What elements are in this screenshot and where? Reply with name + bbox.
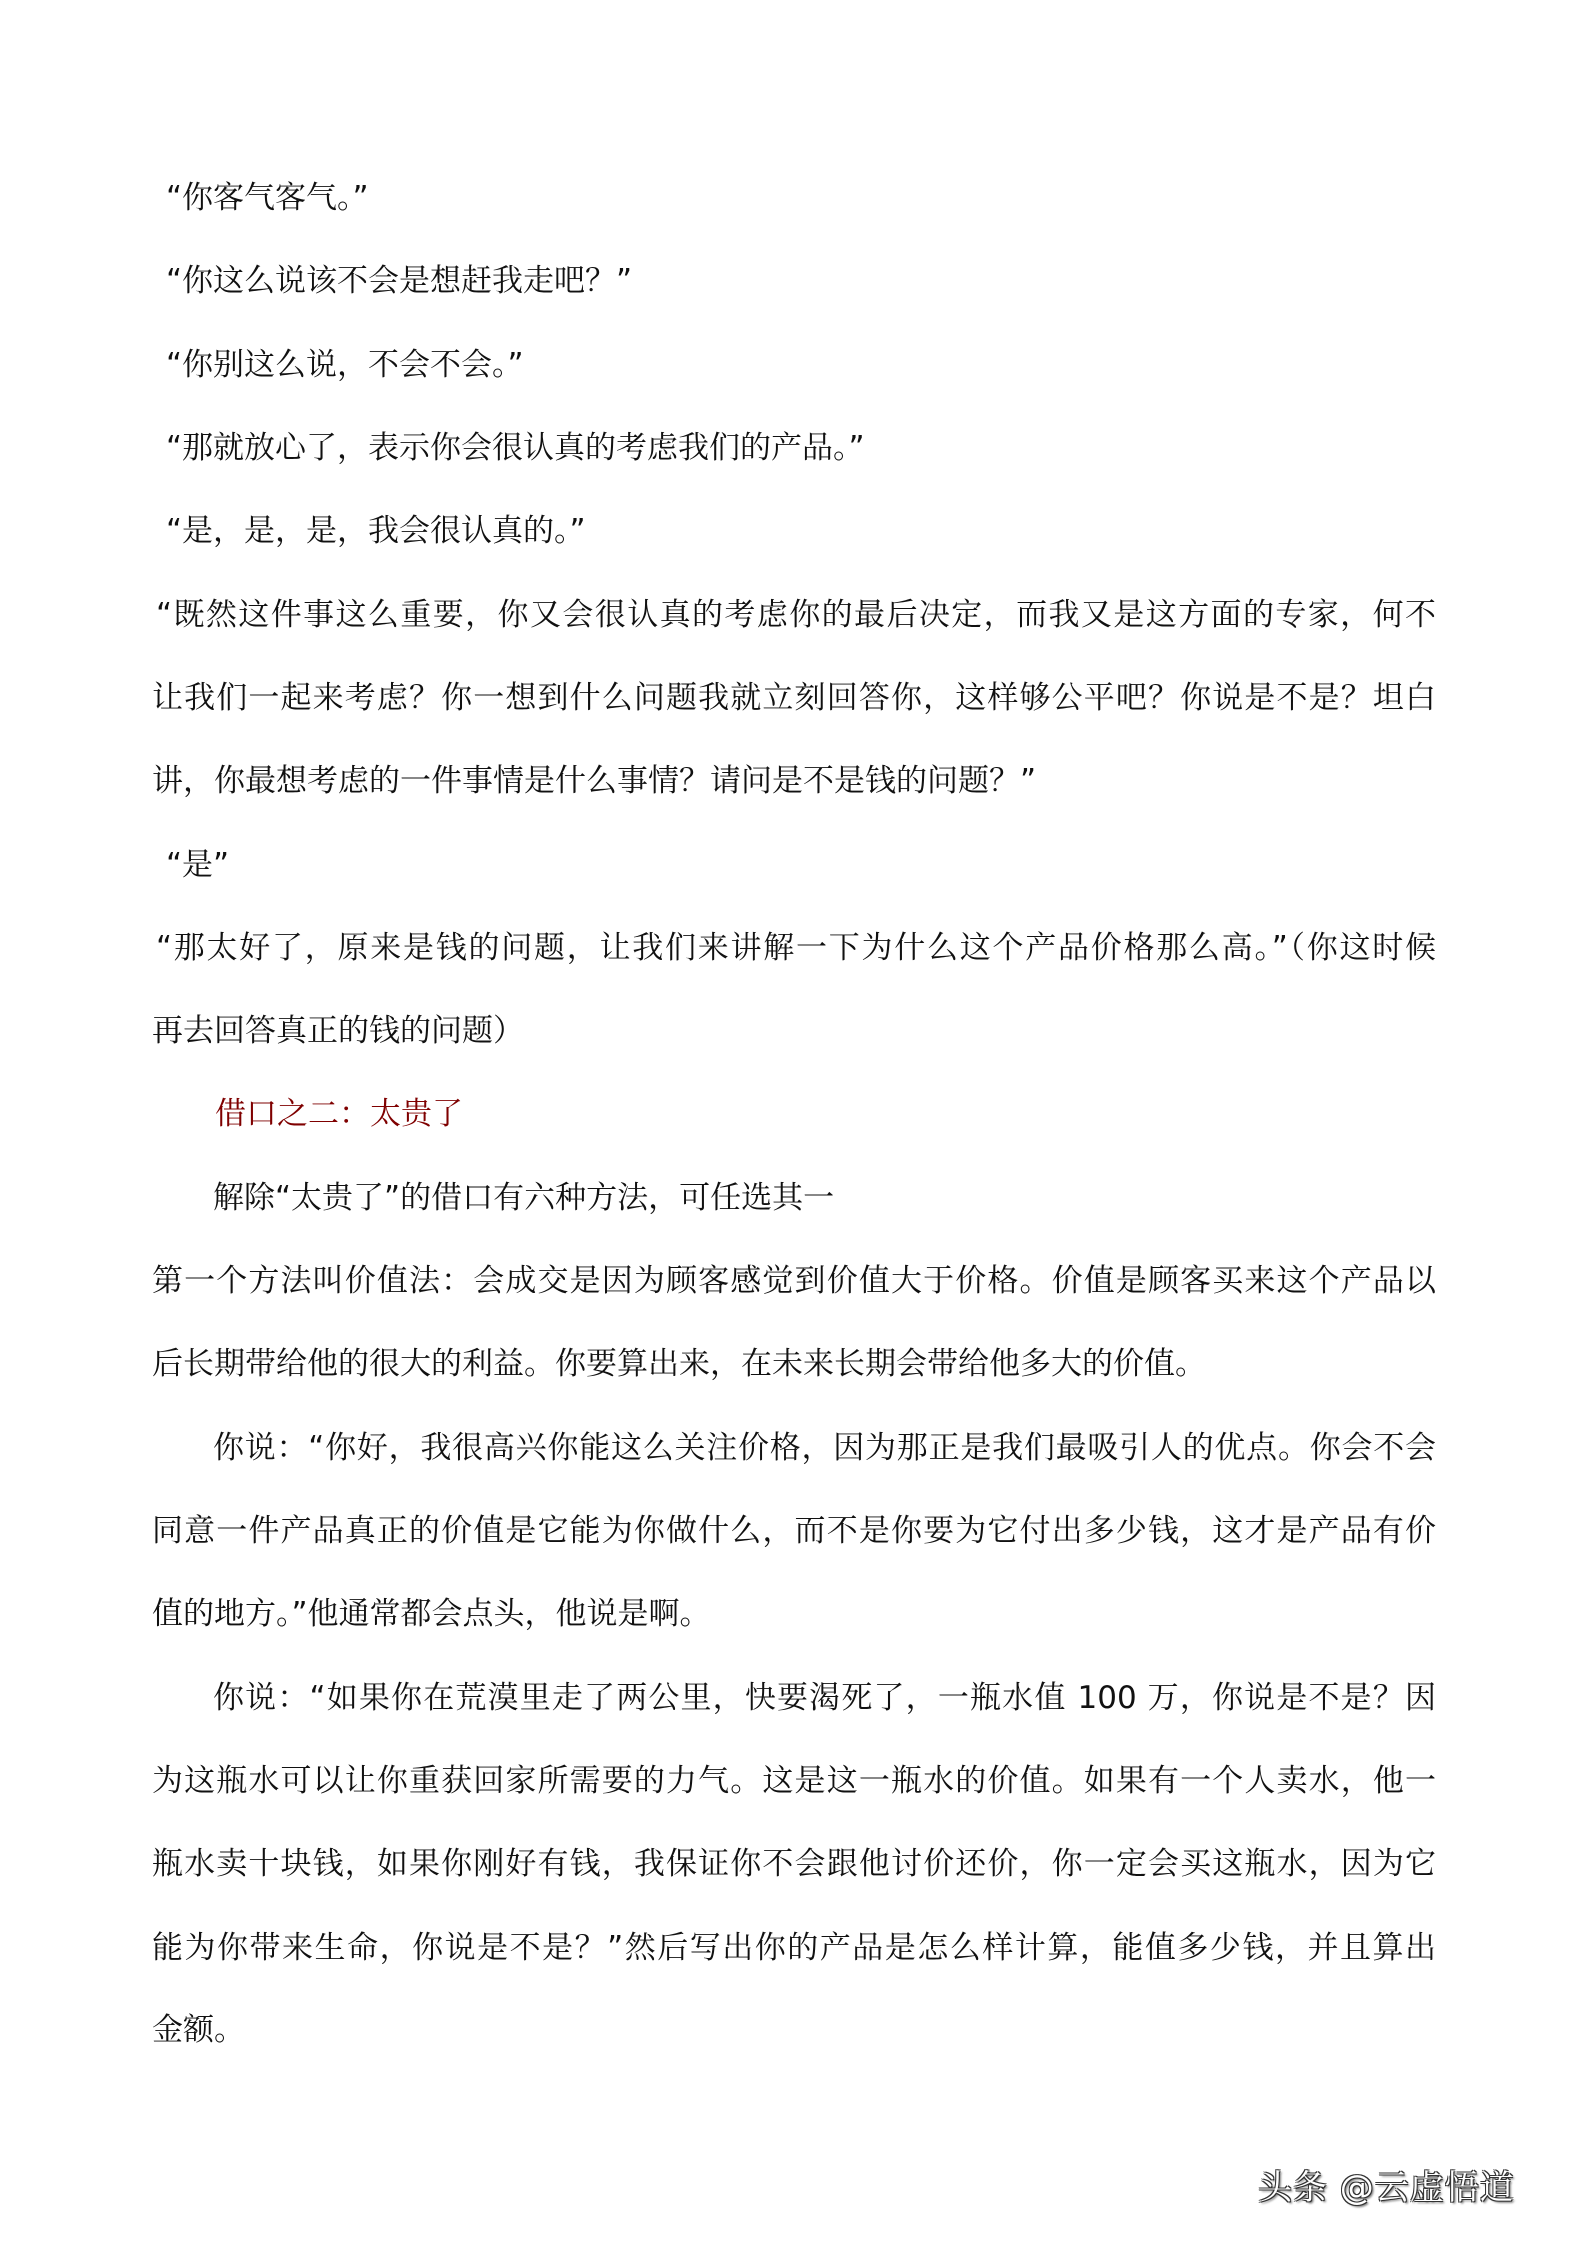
dialogue-line: “是，是，是，我会很认真的。” [166,513,586,549]
paragraph-line: 让我们一起来考虑？你一想到什么问题我就立刻回答你，这样够公平吧？你说是不是？坦白 [152,680,1436,716]
paragraph-line: 后长期带给他的很大的利益。你要算出来，在未来长期会带给他多大的价值。 [152,1346,1206,1382]
dialogue-line: “那就放心了，表示你会很认真的考虑我们的产品。” [166,430,865,466]
paragraph-line: 为这瓶水可以让你重获回家所需要的力气。这是这一瓶水的价值。如果有一个人卖水，他一 [152,1763,1436,1799]
dialogue-line: “你这么说该不会是想赶我走吧？” [166,263,633,299]
paragraph-line: “既然这件事这么重要，你又会很认真的考虑你的最后决定，而我又是这方面的专家，何不 [156,597,1436,633]
paragraph-line: 你说：“你好，我很高兴你能这么关注价格，因为那正是我们最吸引人的优点。你会不会 [213,1430,1436,1466]
paragraph-line: 金额。 [152,2012,245,2048]
paragraph-line: 你说：“如果你在荒漠里走了两公里，快要渴死了，一瓶水值 100 万，你说是不是？因 [213,1680,1436,1716]
paragraph-line: 解除“太贵了”的借口有六种方法，可任选其一 [213,1180,835,1216]
paragraph-line: 瓶水卖十块钱，如果你刚好有钱，我保证你不会跟他讨价还价，你一定会买这瓶水，因为它 [152,1846,1436,1882]
paragraph-line: 讲，你最想考虑的一件事情是什么事情？请问是不是钱的问题？” [152,763,1037,799]
dialogue-line: “是” [166,847,230,883]
dialogue-line: “你客气客气。” [166,180,369,216]
paragraph-line: 值的地方。”他通常都会点头，他说是啊。 [152,1596,711,1632]
paragraph-line: “那太好了，原来是钱的问题，让我们来讲解一下为什么这个产品价格那么高。”（你这时候 [156,930,1436,966]
paragraph-line: 同意一件产品真正的价值是它能为你做什么，而不是你要为它付出多少钱，这才是产品有价 [152,1513,1436,1549]
section-heading: 借口之二：太贵了 [215,1096,463,1132]
paragraph-line: 再去回答真正的钱的问题） [152,1013,524,1049]
dialogue-line: “你别这么说，不会不会。” [166,347,524,383]
watermark: 头条 @云虚悟道 [1258,2168,1515,2208]
paragraph-line: 能为你带来生命，你说是不是？”然后写出你的产品是怎么样计算，能值多少钱，并且算出 [152,1930,1436,1966]
paragraph-line: 第一个方法叫价值法：会成交是因为顾客感觉到价值大于价格。价值是顾客买来这个产品以 [152,1263,1436,1299]
